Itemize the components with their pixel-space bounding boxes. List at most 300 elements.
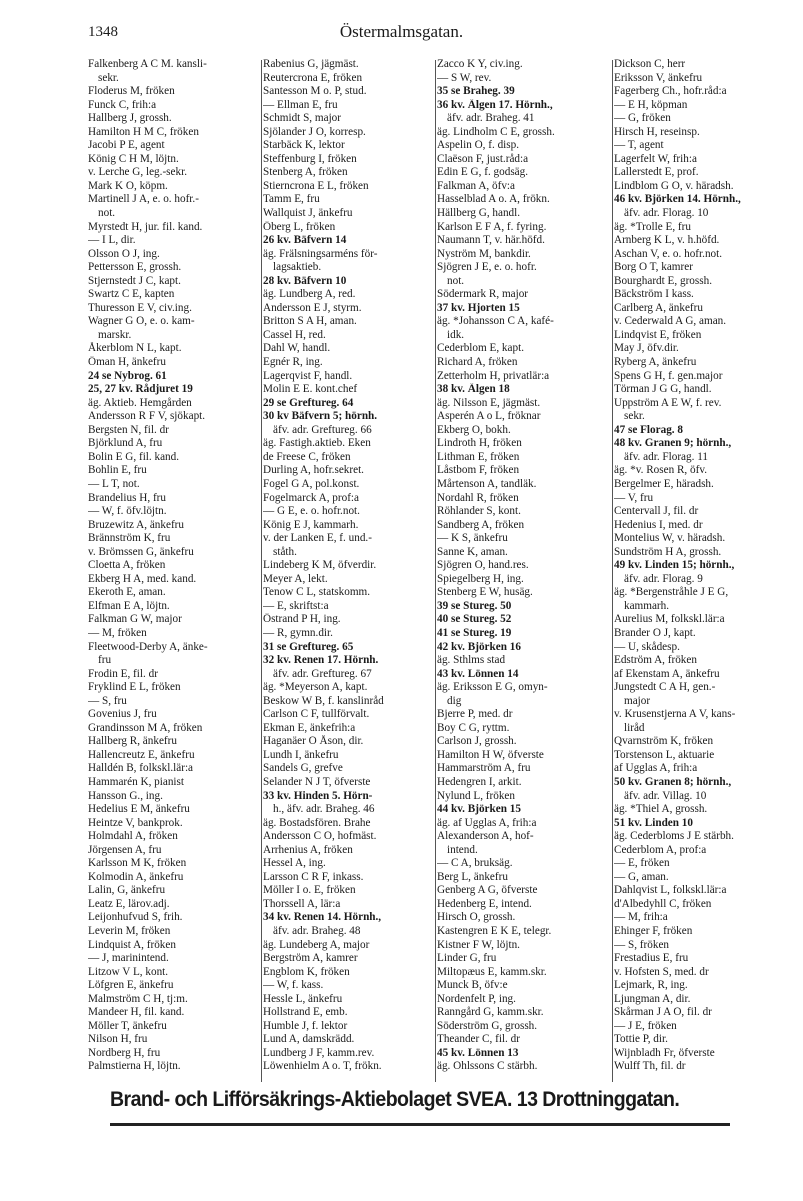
directory-entry: Cederblom E, kapt. (437, 342, 524, 355)
directory-entry: — T, agent (614, 139, 664, 152)
directory-entry: de Freese C, fröken (263, 450, 351, 463)
directory-entry: — G, aman. (614, 870, 669, 883)
directory-entry: Leatz E, lärov.adj. (88, 897, 170, 910)
directory-entry: — M, frih:a (614, 911, 668, 924)
directory-entry: Söderström G, grossh. (437, 1019, 538, 1032)
directory-entry: Aschan V, e. o. hofr.not. (614, 247, 723, 260)
directory-entry: Ekman E, änkefrih:a (263, 721, 356, 734)
directory-column-1 (88, 58, 260, 1074)
directory-entry: äg. Nilsson E, jägmäst. (437, 396, 541, 409)
directory-entry: Starbäck K, lektor (263, 139, 345, 152)
directory-entry: Bourghardt E, grossh. (614, 274, 712, 287)
directory-entry: Hirsch O, grossh. (437, 911, 516, 924)
directory-entry: Hirsch H, reseinsp. (614, 125, 700, 138)
directory-entry: — S, fru (88, 694, 127, 707)
directory-entry: Stenberg A, fröken (263, 166, 348, 179)
directory-entry: Steffenburg I, fröken (263, 152, 357, 165)
directory-entry: Jungstedt C A H, gen.- (614, 681, 716, 694)
directory-entry: Meyer A, lekt. (263, 572, 328, 585)
directory-entry: Öberg L, fröken (263, 220, 336, 233)
directory-entry: 32 kv. Renen 17. Hörnh. (263, 654, 379, 667)
advertisement-banner: Brand- och Lifförsäkrings-Aktiebolaget SVEA. 13 Drottninggatan. (110, 1088, 680, 1111)
directory-entry: Boy C G, ryttm. (437, 721, 510, 734)
directory-entry: Brander O J, kapt. (614, 626, 696, 639)
directory-entry: v. Brömssen G, änkefru (88, 545, 194, 558)
directory-entry: äg. *Thiel A, grossh. (614, 803, 708, 816)
directory-entry: Nylund L, fröken (437, 789, 515, 802)
directory-entry: Fleetwood-Derby A, änke- (88, 640, 208, 653)
directory-entry: Thuresson E V, civ.ing. (88, 301, 192, 314)
directory-entry: Möller T, änkefru (88, 1019, 167, 1032)
column-divider (261, 60, 262, 1082)
directory-entry: äfv. adr. Greftureg. 67 (273, 667, 372, 680)
directory-column-3 (437, 58, 611, 1074)
directory-entry: Spens G H, f. gen.major (614, 369, 723, 382)
directory-entry: Hedelius E M, änkefru (88, 803, 190, 816)
directory-entry: Reutercrona E, fröken (263, 71, 363, 84)
directory-entry: Andersson R F V, sjökapt. (88, 410, 206, 423)
directory-entry: Brännström K, fru (88, 532, 171, 545)
directory-entry: not. (447, 274, 465, 287)
directory-entry: Cassel H, red. (263, 328, 326, 341)
directory-entry: 39 se Stureg. 50 (437, 599, 512, 612)
directory-entry: Cederblom A, prof:a (614, 843, 707, 856)
banner-underline (110, 1123, 730, 1126)
directory-entry: — V, fru (614, 491, 654, 504)
directory-entry: Fryklind E L, fröken (88, 681, 181, 694)
page-number: 1348 (88, 24, 118, 40)
directory-entry: Hedengren I, arkit. (437, 775, 522, 788)
directory-entry: Naumann T, v. här.höfd. (437, 234, 545, 247)
directory-entry: Haganäer O Åson, dir. (263, 735, 364, 748)
directory-entry: Hallencreutz E, änkefru (88, 748, 195, 761)
directory-entry: Löfgren E, änkefru (88, 979, 174, 992)
directory-entry: Törman J G G, handl. (614, 383, 712, 396)
directory-entry: Karlson E F A, f. fyring. (437, 220, 547, 233)
directory-entry: Munck B, öfv:e (437, 979, 508, 992)
directory-entry: Bolin E G, fil. kand. (88, 450, 180, 463)
directory-entry: Östrand P H, ing. (263, 613, 341, 626)
directory-entry: Röhlander S, kont. (437, 505, 521, 518)
directory-entry: Hamilton H W, öfverste (437, 748, 544, 761)
directory-entry: Myrstedt H, jur. fil. kand. (88, 220, 203, 233)
directory-entry: äg. Eriksson E G, omyn- (437, 681, 548, 694)
directory-entry: Stenberg E W, husäg. (437, 586, 533, 599)
directory-entry: ståth. (273, 545, 297, 558)
directory-entry: — L T, not. (88, 477, 140, 490)
directory-entry: Åkerblom N L, kapt. (88, 342, 182, 355)
directory-entry: May J, öfv.dir. (614, 342, 679, 355)
directory-entry: Funck C, frih:a (88, 98, 157, 111)
directory-entry: Carlson J, grossh. (437, 735, 517, 748)
directory-entry: Sanne K, aman. (437, 545, 508, 558)
directory-entry: Halldén B, folkskl.lär:a (88, 762, 194, 775)
directory-entry: 24 se Nybrog. 61 (88, 369, 167, 382)
directory-entry: 42 kv. Björken 16 (437, 640, 521, 653)
directory-entry: Hessle L, änkefru (263, 992, 343, 1005)
directory-entry: — W, f. kass. (263, 979, 324, 992)
directory-entry: Lundberg J F, kamm.rev. (263, 1046, 375, 1059)
directory-entry: Durling A, hofr.sekret. (263, 464, 364, 477)
directory-entry: Humble J, f. lektor (263, 1019, 348, 1032)
directory-entry: Wulff Th, fil. dr (614, 1060, 686, 1073)
directory-entry: äfv. adr. Florag. 9 (624, 572, 703, 585)
directory-entry: Frodin E, fil. dr (88, 667, 158, 680)
directory-entry: Lagerfelt W, frih:a (614, 152, 697, 165)
directory-entry: äg. Fastigh.aktieb. Eken (263, 437, 371, 450)
directory-entry: Lindquist A, fröken (88, 938, 176, 951)
directory-entry: 46 kv. Björken 14. Hörnh., (614, 193, 741, 206)
directory-entry: Borg O T, kamrer (614, 261, 693, 274)
directory-entry: Hedenius I, med. dr (614, 518, 703, 531)
directory-entry: — G, fröken (614, 112, 671, 125)
directory-entry: 48 kv. Granen 9; hörnh., (614, 437, 732, 450)
directory-entry: idk. (447, 328, 465, 341)
directory-entry: 35 se Braheg. 39 (437, 85, 515, 98)
directory-entry: Lithman E, fröken (437, 450, 520, 463)
directory-entry: Bergsten N, fil. dr (88, 423, 169, 436)
directory-entry: Malmström C H, tj:m. (88, 992, 188, 1005)
directory-entry: 38 kv. Älgen 18 (437, 383, 510, 396)
directory-entry: Asperén A o L, fröknar (437, 410, 541, 423)
directory-entry: Swartz C E, kapten (88, 288, 175, 301)
directory-entry: Kistner F W, löjtn. (437, 938, 520, 951)
directory-entry: — W, f. öfv.löjtn. (88, 505, 167, 518)
directory-entry: Tenow C L, statskomm. (263, 586, 371, 599)
page-header (0, 0, 803, 56)
directory-entry: v. Cederwald A G, aman. (614, 315, 727, 328)
directory-entry: marskr. (98, 328, 132, 341)
directory-entry: Arrhenius A, fröken (263, 843, 353, 856)
directory-entry: Beskow W B, f. kanslinråd (263, 694, 384, 707)
directory-entry: Bruzewitz A, änkefru (88, 518, 184, 531)
directory-entry: Martinell J A, e. o. hofr.- (88, 193, 199, 206)
directory-entry: Falkman A, öfv:a (437, 179, 515, 192)
directory-entry: Engblom K, fröken (263, 965, 350, 978)
directory-entry: intend. (447, 843, 478, 856)
directory-entry: Lindqvist E, fröken (614, 328, 702, 341)
directory-entry: Andersson E J, styrm. (263, 301, 362, 314)
directory-entry: Cloetta A, fröken (88, 559, 166, 572)
directory-entry: Qvarnström K, fröken (614, 735, 714, 748)
directory-entry: 29 se Greftureg. 64 (263, 396, 354, 409)
directory-entry: fru (98, 654, 112, 667)
column-divider (612, 60, 613, 1082)
directory-entry: Genberg A G, öfverste (437, 884, 538, 897)
directory-entry: — Ellman E, fru (263, 98, 338, 111)
directory-entry: Mårtenson A, tandläk. (437, 477, 537, 490)
directory-entry: Santesson M o. P, stud. (263, 85, 367, 98)
directory-entry: Alexanderson A, hof- (437, 830, 534, 843)
directory-entry: Nordahl R, fröken (437, 491, 519, 504)
directory-entry: Ryberg A, änkefru (614, 356, 697, 369)
directory-entry: Aurelius M, folkskl.lär:a (614, 613, 725, 626)
directory-entry: Dahl W, handl. (263, 342, 331, 355)
directory-entry: Lindeberg K M, öfverdir. (263, 559, 377, 572)
directory-entry: sekr. (624, 410, 645, 423)
directory-entry: — J, marinintend. (88, 952, 169, 965)
directory-entry: Dickson C, herr (614, 58, 686, 70)
directory-entry: äg. Lindholm C E, grossh. (437, 125, 555, 138)
directory-entry: af Ekenstam A, änkefru (614, 667, 720, 680)
directory-entry: Sjölander J O, korresp. (263, 125, 366, 138)
page-title: Östermalmsgatan. (339, 22, 464, 41)
directory-entry: Bergelmer E, häradsh. (614, 477, 714, 490)
directory-entry: Arnberg K L, v. h.höfd. (614, 234, 720, 247)
directory-entry: kammarh. (624, 599, 670, 612)
directory-entry: 31 se Greftureg. 65 (263, 640, 354, 653)
directory-entry: Molin E E. kont.chef (263, 383, 358, 396)
directory-entry: äg. *Bergenstråhle J E G, (614, 586, 729, 599)
directory-entry: Holmdahl A, fröken (88, 830, 178, 843)
directory-entry: Löwenhielm A o. T, frökn. (263, 1060, 382, 1073)
directory-entry: Leijonhufvud S, frih. (88, 911, 183, 924)
directory-entry: Bohlin E, fru (88, 464, 147, 477)
directory-entry: Floderus M, fröken (88, 85, 175, 98)
directory-entry: h., äfv. adr. Braheg. 46 (273, 803, 375, 816)
directory-entry: Grandinsson M A, fröken (88, 721, 203, 734)
directory-entry: Nordenfelt P, ing. (437, 992, 516, 1005)
directory-entry: Jörgensen A, fru (88, 843, 162, 856)
directory-entry: Claëson F, just.råd:a (437, 152, 529, 165)
directory-entry: Lalin, G, änkefru (88, 884, 166, 897)
directory-entry: Lindroth H, fröken (437, 437, 522, 450)
directory-entry: äg. Ohlssons C stärbh. (437, 1060, 538, 1073)
directory-entry: 51 kv. Linden 10 (614, 816, 693, 829)
directory-entry: Lund A, damskrädd. (263, 1033, 355, 1046)
directory-entry: 41 se Stureg. 19 (437, 626, 512, 639)
directory-entry: Södermark R, major (437, 288, 529, 301)
directory-entry: äg. Bostadsfören. Brahe (263, 816, 371, 829)
directory-entry: v. Lerche G, leg.-sekr. (88, 166, 187, 179)
directory-entry: v. der Lanken E, f. und.- (263, 532, 372, 545)
directory-entry: Hallberg J, grossh. (88, 112, 172, 125)
directory-entry: Bjerre P, med. dr (437, 708, 513, 721)
directory-entry: Berg L, änkefru (437, 870, 508, 883)
directory-entry: Kolmodin A, änkefru (88, 870, 184, 883)
directory-entry: dig (447, 694, 462, 707)
directory-entry: Jacobi P E, agent (88, 139, 165, 152)
directory-entry: Wagner G O, e. o. kam- (88, 315, 195, 328)
directory-entry: Miltopæus E, kamm.skr. (437, 965, 547, 978)
directory-entry: Hansson G., ing. (88, 789, 163, 802)
directory-entry: major (624, 694, 651, 707)
directory-entry: — S, fröken (614, 938, 669, 951)
directory-entry: Mark K O, köpm. (88, 179, 168, 192)
directory-entry: Fagerberg Ch., hofr.råd:a (614, 85, 727, 98)
directory-entry: Kastengren E K E, telegr. (437, 925, 552, 937)
directory-entry: Olsson O J, ing. (88, 247, 160, 260)
directory-entry: Aspelin O, f. disp. (437, 139, 520, 152)
directory-entry: Palmstierna H, löjtn. (88, 1060, 181, 1073)
directory-entry: v. Hofsten S, med. dr (614, 965, 709, 978)
directory-entry: äfv. adr. Villag. 10 (624, 789, 707, 802)
directory-entry: — E H, köpman (614, 98, 688, 111)
directory-entry: Larsson C R F, inkass. (263, 870, 364, 883)
directory-entry: lagsaktieb. (273, 261, 322, 274)
directory-entry: Sandels G, grefve (263, 762, 343, 775)
directory-entry: Selander N J T, öfverste (263, 775, 371, 788)
directory-entry: Sandberg A, fröken (437, 518, 525, 531)
directory-entry: Govenius J, fru (88, 708, 157, 721)
directory-entry: 49 kv. Linden 15; hörnh., (614, 559, 735, 572)
directory-entry: Lallerstedt E, prof. (614, 166, 699, 179)
directory-entry: Ranngård G, kamm.skr. (437, 1006, 544, 1019)
directory-entry: 44 kv. Björken 15 (437, 803, 521, 816)
directory-entry: äfv. adr. Florag. 11 (624, 450, 708, 463)
directory-entry: Lindblom G O, v. häradsh. (614, 179, 734, 192)
directory-entry: Leverin M, fröken (88, 925, 171, 937)
directory-entry: Hollstrand E, emb. (263, 1006, 348, 1019)
directory-entry: not. (98, 207, 116, 220)
directory-entry: 34 kv. Renen 14. Hörnh., (263, 911, 382, 924)
directory-entry: 36 kv. Älgen 17. Hörnh., (437, 98, 553, 111)
directory-column-2 (263, 58, 434, 1074)
directory-entry: Carlberg A, änkefru (614, 301, 703, 314)
directory-entry: 26 kv. Bäfvern 14 (263, 234, 347, 247)
directory-entry: Torstenson L, aktuarie (614, 748, 715, 761)
directory-entry: Edin E G, f. godsäg. (437, 166, 529, 179)
directory-entry: Nyström M, bankdir. (437, 247, 531, 260)
directory-entry: af Ugglas A, frih:a (614, 762, 698, 775)
directory-entry: Britton S A H, aman. (263, 315, 357, 328)
directory-entry: Wallquist J, änkefru (263, 207, 353, 220)
directory-entry: — K S, änkefru (437, 532, 508, 545)
directory-entry: Låstbom F, fröken (437, 464, 520, 477)
directory-entry: Heintze V, bankprok. (88, 816, 183, 829)
directory-entry: Theander C, fil. dr (437, 1033, 520, 1046)
directory-entry: Hammarén K, pianist (88, 775, 185, 788)
directory-entry: Karlsson M K, fröken (88, 857, 187, 870)
directory-entry: äg. Lundeberg A, major (263, 938, 370, 951)
directory-entry: Egnér R, ing. (263, 356, 323, 369)
directory-entry: Elfman E A, löjtn. (88, 599, 170, 612)
directory-entry: — M, fröken (88, 626, 147, 639)
directory-entry: 28 kv. Bäfvern 10 (263, 274, 347, 287)
directory-entry: äg. *Meyerson A, kapt. (263, 681, 368, 694)
directory-entry: äfv. adr. Florag. 10 (624, 207, 709, 220)
directory-entry: Ljungman A, dir. (614, 992, 691, 1005)
directory-entry: Stjernstedt J C, kapt. (88, 274, 181, 287)
directory-entry: äg. *Johansson C A, kafé- (437, 315, 554, 328)
directory-entry: Richard A, fröken (437, 356, 518, 369)
directory-entry: Fogelmarck A, prof:a (263, 491, 359, 504)
directory-entry: Tamm E, fru (263, 193, 320, 206)
directory-entry: Brandelius H, fru (88, 491, 166, 504)
directory-entry: Ekberg O, bokh. (437, 423, 511, 436)
directory-entry: Ehinger F, fröken (614, 925, 693, 937)
directory-entry: Wijnbladh Fr, öfverste (614, 1046, 715, 1059)
directory-entry: äfv. adr. Greftureg. 66 (273, 423, 372, 436)
directory-entry: Rabenius G, jägmäst. (263, 58, 359, 70)
directory-entry: — G E, e. o. hofr.not. (263, 505, 360, 518)
directory-entry: — R, gymn.dir. (263, 626, 333, 639)
directory-entry: Falkman G W, major (88, 613, 182, 626)
directory-entry: Uppström A E W, f. rev. (614, 396, 722, 409)
directory-entry: Andersson C O, hofmäst. (263, 830, 377, 843)
directory-entry: 30 kv Bäfvern 5; hörnh. (263, 410, 378, 423)
directory-entry: Lagerqvist F, handl. (263, 369, 353, 382)
directory-entry: äg. Lundberg A, red. (263, 288, 356, 301)
directory-entry: — I L, dir. (88, 234, 136, 247)
directory-entry: — E, skriftst:a (263, 599, 329, 612)
directory-entry: Zetterholm H, privatlär:a (437, 369, 550, 382)
directory-entry: Ekeroth E, aman. (88, 586, 166, 599)
directory-entry: sekr. (98, 71, 119, 84)
directory-column-4 (614, 58, 792, 1074)
directory-entry: Thorssell A, lär:a (263, 897, 341, 910)
directory-entry: Hällberg G, handl. (437, 207, 521, 220)
directory-entry: König E J, kammarh. (263, 518, 359, 531)
directory-entry: Hammarström A, fru (437, 762, 531, 775)
directory-entry: äfv. adr. Braheg. 48 (273, 925, 361, 937)
directory-entry: — J E, fröken (614, 1019, 677, 1032)
directory-entry: äg. Cederbloms J E stärbh. (614, 830, 734, 843)
directory-entry: König C H M, löjtn. (88, 152, 179, 165)
directory-entry: — U, skådesp. (614, 640, 680, 653)
directory-entry: Litzow V L, kont. (88, 965, 169, 978)
directory-entry: Lejmark, R, ing. (614, 979, 688, 992)
directory-entry: 47 se Florag. 8 (614, 423, 683, 436)
directory-entry: Mandeer H, fil. kand. (88, 1006, 185, 1019)
directory-entry: Falkenberg A C M. kansli- (88, 58, 207, 70)
directory-entry: Hallberg R, änkefru (88, 735, 177, 748)
directory-entry: Schmidt S, major (263, 112, 342, 125)
directory-entry: Lundh I, änkefru (263, 748, 339, 761)
directory-entry: 25, 27 kv. Rådjuret 19 (88, 383, 193, 396)
directory-entry: Hedenberg E, intend. (437, 897, 532, 910)
directory-entry: 37 kv. Hjorten 15 (437, 301, 520, 314)
column-divider (435, 60, 436, 1082)
directory-entry: Centervall J, fil. dr (614, 505, 699, 518)
directory-entry: 40 se Stureg. 52 (437, 613, 512, 626)
directory-entry: — S W, rev. (437, 71, 492, 84)
directory-entry: Zacco K Y, civ.ing. (437, 58, 523, 70)
directory-entry: äg. Sthlms stad (437, 654, 506, 667)
directory-entry: äg. *Trolle E, fru (614, 220, 691, 233)
directory-entry: 50 kv. Granen 8; hörnh., (614, 775, 732, 788)
directory-entry: liråd (624, 721, 645, 734)
directory-entry: Pettersson E, grossh. (88, 261, 182, 274)
directory-entry: Carlson C F, tullförvalt. (263, 708, 370, 721)
directory-entry: Dahlqvist L, folkskl.lär:a (614, 884, 727, 897)
directory-entry: — E, fröken (614, 857, 670, 870)
directory-entry: Nilson H, fru (88, 1033, 148, 1046)
directory-entry: Hamilton H M C, fröken (88, 125, 199, 138)
directory-entry: Hasselblad A o. A, frökn. (437, 193, 550, 206)
directory-entry: äg. Aktieb. Hemgården (88, 396, 192, 409)
directory-entry: Bäckström I kass. (614, 288, 694, 301)
directory-entry: Frestadius E, fru (614, 952, 689, 965)
directory-entry: Möller I o. E, fröken (263, 884, 356, 897)
directory-entry: 43 kv. Lönnen 14 (437, 667, 519, 680)
directory-entry: Stierncrona E L, fröken (263, 179, 369, 192)
directory-entry: Sundström H A, grossh. (614, 545, 722, 558)
directory-entry: Nordberg H, fru (88, 1046, 161, 1059)
directory-entry: Sjögren J E, e. o. hofr. (437, 261, 537, 274)
directory-entry: v. Krusenstjerna A V, kans- (614, 708, 736, 721)
directory-entry: äg. Frälsningsarméns för- (263, 247, 378, 260)
directory-entry: 33 kv. Hinden 5. Hörn- (263, 789, 373, 802)
directory-entry: Ekberg H A, med. kand. (88, 572, 197, 585)
directory-entry: d'Albedyhll C, fröken (614, 897, 712, 910)
directory-entry: 45 kv. Lönnen 13 (437, 1046, 519, 1059)
directory-entry: Edström A, fröken (614, 654, 697, 667)
directory-entry: Hessel A, ing. (263, 857, 326, 870)
directory-entry: Spiegelberg H, ing. (437, 572, 524, 585)
directory-entry: Eriksson V, änkefru (614, 71, 703, 84)
directory-entry: Montelius W, v. häradsh. (614, 532, 726, 545)
